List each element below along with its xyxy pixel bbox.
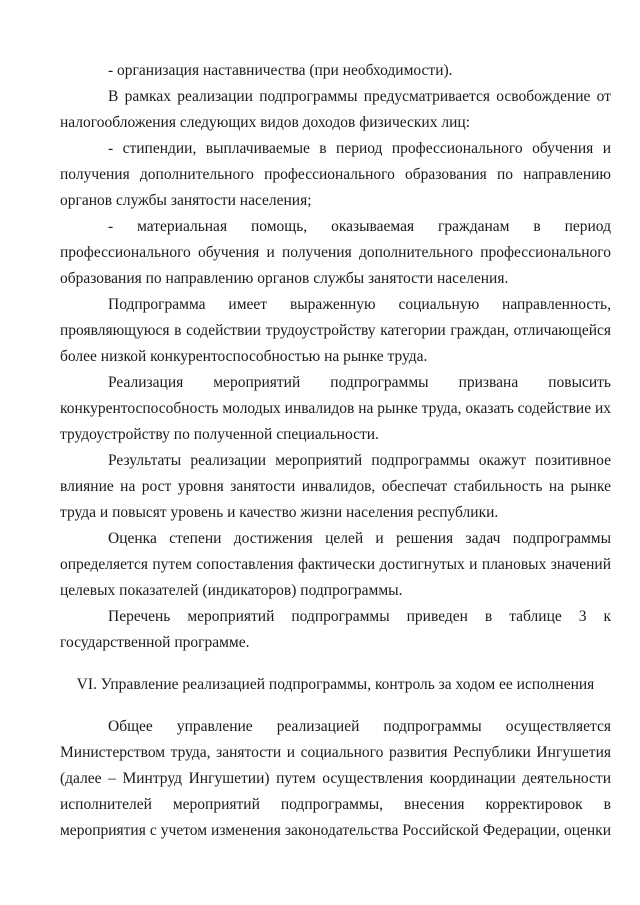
section-heading: VI. Управление реализацией подпрограммы, контроль за ходом ее исполнения: [76, 676, 595, 693]
paragraph-assessment: Оценка степени достижения целей и решения задач подпрограммы определяется путем сопоставления фактически достигнутых и плановых значений целевых показателей (индикаторов) подпрограммы.: [60, 530, 611, 599]
paragraph-stipends: - стипендии, выплачиваемые в период профессионального обучения и получения дополнительного профессионального образования по направлению органов службы занятости населения;: [60, 140, 611, 209]
paragraph-results: Результаты реализации мероприятий подпрограммы окажут позитивное влияние на рост уровня занятости инвалидов, обеспечат стабильность на рынке труда и повысят уровень и качество жизни населения республики.: [60, 452, 611, 521]
paragraph-material-aid: - материальная помощь, оказываемая гражданам в период профессионального обучения и получения дополнительного профессионального образования по направлению органов службы занятости населения.: [60, 218, 611, 287]
paragraph-general-management: Общее управление реализацией подпрограммы осуществляется Министерством труда, занятости и социального развития Республики Ингушетия (далее – Минтруд Ингушетии) путем осуществления координации деятельности исполнителей мероприятий подпрограммы, внесения корректировок в мероприятия с учетом изменения законодательства Российской Федерации, оценки: [60, 718, 611, 839]
paragraph-competitiveness: Реализация мероприятий подпрограммы призвана повысить конкурентоспособность молодых инвалидов на рынке труда, оказать содействие их трудоустройству по полученной специальности.: [60, 374, 611, 443]
paragraph-social-focus: Подпрограмма имеет выраженную социальную направленность, проявляющуюся в содействии трудоустройству категории граждан, отличающейся более низкой конкурентоспособностью на рынке труда.: [60, 296, 611, 365]
paragraph-mentoring: - организация наставничества (при необходимости).: [108, 62, 453, 79]
paragraph-activity-list: Перечень мероприятий подпрограммы приведен в таблице 3 к государственной программе.: [60, 608, 611, 651]
paragraph-tax-exemption: В рамках реализации подпрограммы предусматривается освобождение от налогообложения следующих видов доходов физических лиц:: [60, 88, 611, 131]
document-body: [60, 58, 611, 844]
